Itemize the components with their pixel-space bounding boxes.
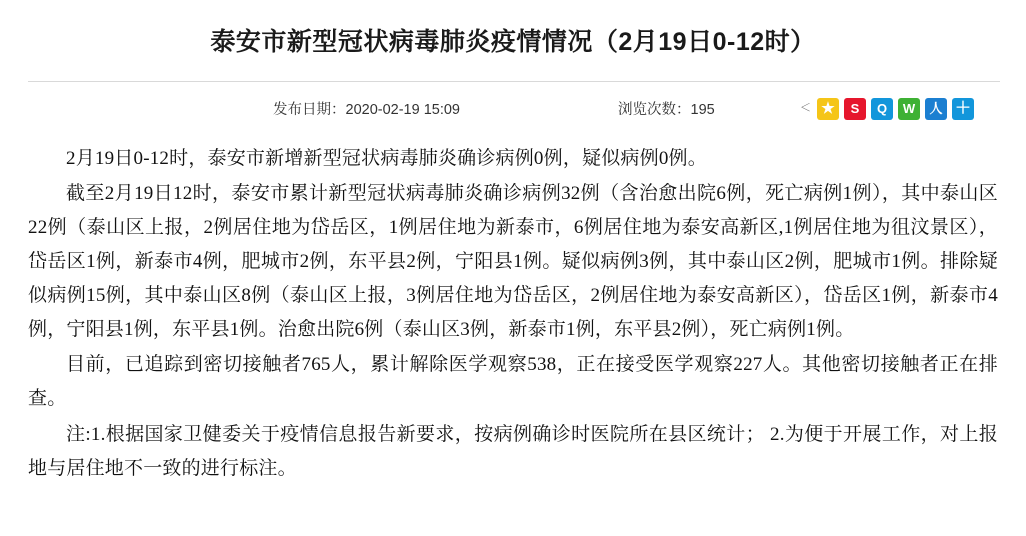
publish-date-label: 发布日期： <box>273 102 346 118</box>
article-meta-bar <box>28 82 998 136</box>
view-count-label: 浏览次数： <box>618 102 691 118</box>
article-body <box>28 136 998 486</box>
favorite-star-icon[interactable]: ★ <box>817 98 839 120</box>
more-share-icon[interactable]: ＋ <box>952 98 974 120</box>
article-paragraph: 注:1.根据国家卫健委关于疫情信息报告新要求，按病例确诊时医院所在县区统计； 2.为便于开展工作，对上报地与居住地不一致的进行标注。 <box>28 424 998 479</box>
publish-date-value: 2020-02-19 15:09 <box>345 102 460 118</box>
article-paragraph: 2月19日0-12时，泰安市新增新型冠状病毒肺炎确诊病例0例，疑似病例0例。 <box>66 147 707 169</box>
publish-date <box>273 98 460 119</box>
renren-icon[interactable]: 人 <box>925 98 947 120</box>
share-icon[interactable]: ＜ <box>800 102 811 114</box>
sina-weibo-icon[interactable]: S <box>844 98 866 120</box>
share-bar <box>800 98 974 120</box>
wechat-icon[interactable]: W <box>898 98 920 120</box>
view-count <box>618 98 715 119</box>
article-paragraph: 目前，已追踪到密切接触者765人，累计解除医学观察538，正在接受医学观察227人。其他密切接触者正在排查。 <box>28 354 998 410</box>
page-title: 泰安市新型冠状病毒肺炎疫情情况（2月19日0-12时） <box>210 28 816 56</box>
view-count-value: 195 <box>690 102 715 118</box>
qq-zone-icon[interactable]: Q <box>871 98 893 120</box>
article-paragraph: 截至2月19日12时，泰安市累计新型冠状病毒肺炎确诊病例32例（含治愈出院6例，死亡病例1例），其中泰山区22例（泰山区上报，2例居住地为岱岳区，1例居住地为新泰市，6例居住地为泰安高新区,1例居住地为徂汶景区），岱岳区1例，新泰市4例，肥城市2例，东平县2例，宁阳县1例。疑似病例3例，其中泰山区2例，肥城市1例。排除疑似病例15例，其中泰山区8例（泰山区上报，3例居住地为岱岳区，2例居住地为泰安高新区），岱岳区1例，新泰市4例，宁阳县1例，东平县1例。治愈出院6例（泰山区3例，新泰市1例，东平县2例），死亡病例1例。 <box>28 183 998 340</box>
